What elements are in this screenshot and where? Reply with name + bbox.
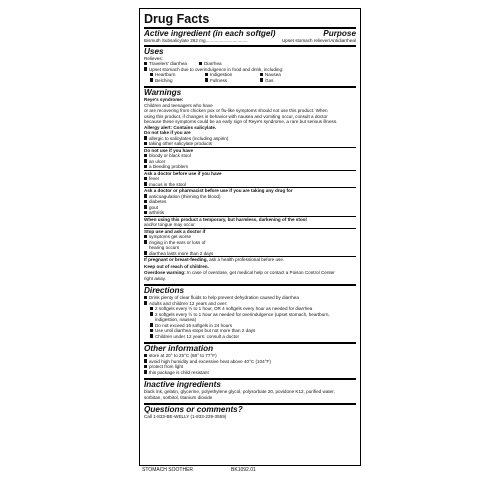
list-item: diarrhea lasts more than 2 days [144,251,356,257]
when-using-head: When using this product a temporary, but harmless, darkening of the stool [144,216,307,222]
inactive-line: sorbitan, sorbitol, titanium dioxide [144,394,213,400]
uses-symptoms-1: Heartburn Indigestion Nausea [150,72,356,78]
when-using-tail: and/or tongue may occur [144,222,195,227]
list-item: Use until diarrhea stops but not more than 2 days [150,328,356,334]
uses-relieves: Relieves: [144,55,163,61]
list-item: mucus in the stool [144,182,356,188]
list-item: diabetes [144,199,356,205]
reye-line: because these symptoms could be an early sign of Reye's syndrome, a rare but serious illness. [144,119,338,124]
active-ingredient: Bismuth Subsalicylate 262 mg. [144,38,207,43]
list-item: fever [144,176,356,182]
other-info-header: Other information [144,344,214,353]
list-item: anticoagulation (thinning the blood) [144,194,356,200]
warnings-header: Warnings [144,88,182,97]
uses-row: Travelers' diarrhea Diarrhea [144,61,356,67]
do-not-use-head: Do not use if you have [144,147,194,153]
footer [139,467,361,473]
uses-header: Uses [144,46,164,56]
allergy-alert: Allergy alert: Contains salicylate. [144,124,217,130]
list-item: an ulcer [144,159,356,165]
keep-out-reach: Keep out of reach of children. [144,263,209,269]
panel-title: Drug Facts [144,12,210,26]
questions-header: Questions or comments? [144,405,243,414]
overdose-warning: Overdose warning: In case of overdose, get medical help or contact a Poison Control Center [144,270,335,275]
inactive-line: black ink, gelatin, glycerine, polyethylene glycol, polysorbate 20, povidone K12, purified water, [144,389,335,394]
list-item-cont: hearing occurs [149,245,180,250]
pregnancy-warning: If pregnant or breast-feeding, ask a health professional before use. [144,257,285,262]
list-item: Do not exceed 16 softgels in 24 hours [150,323,356,329]
overdose-tail: right away. [144,275,166,281]
uses-upset: Upset stomach due to overindulgence in food and drink, including: [144,67,356,73]
active-purpose: Upset stomach reliever/Antidiarrheal [281,38,356,43]
list-item: protect from light [144,364,356,370]
ask-doctor-head: Ask a doctor before use if you have [144,170,222,176]
active-row: Bismuth Subsalicylate 262 mg................................. Upset stomach reliever/Antidiarrheal [144,38,356,43]
reye-head: Reye's syndrome: [144,97,184,102]
stop-use-head: Stop use and ask a doctor if [144,228,206,234]
list-item: bloody or black stool [144,153,356,159]
list-item: this package is child resistant [144,370,356,376]
list-item: ringing in the ears or loss of [144,240,356,246]
list-item: 2 softgels every ½ to 1 hour, OR 4 softgels every hour as needed for diarrhea [150,306,356,312]
reye-line: using this product, if changes in behavior with nausea and vomiting occur, consult a doctor [144,113,328,119]
drug-facts-panel [139,8,361,466]
inactive-header: Inactive ingredients [144,380,221,389]
active-header: Active ingredient (in each softgel) [144,29,276,38]
product-code: BK1092.01 [231,467,256,473]
list-item-cont: indigestion, nausea) [155,317,197,322]
list-item: a bleeding problem [144,164,356,170]
active-header-row [144,29,356,38]
do-not-take-head: Do not take if you are [144,130,191,135]
list-item: gout [144,205,356,211]
list-item: Children under 12 years: consult a doctor [150,334,356,340]
list-item: Drink plenty of clear fluids to help prevent dehydration caused by diarrhea [144,295,356,301]
directions-header: Directions [144,286,185,295]
list-item: arthritis [144,210,356,216]
purpose-header: Purpose [323,29,356,38]
ask-pharmacist-head: Ask a doctor or pharmacist before use if you are taking any drug for [144,188,293,193]
reye-line: Children and teenagers who have [144,102,213,108]
questions-body: Call 1-833-BE-WELLY (1-833-239-3559) [144,414,227,419]
list-item: allergic to salicylates (including aspirin) [144,136,356,142]
list-item: taking other salicylate products [144,141,356,147]
product-name: STOMACH SOOTHER [142,467,194,473]
list-item: avoid high humidity and excessive heat above 40°C (104°F) [144,359,356,365]
list-item: store at 20° to 25°C (68° to 77°F) [144,353,356,359]
reye-line: or are recovering from chicken pox or flu-like symptoms should not use this product. When [144,108,328,113]
list-item: 2 softgels every ½ to 1 hour as needed for overindulgence (upset stomach, heartburn, [150,312,356,318]
list-item: Adults and children 12 years and over: [144,301,356,307]
list-item: symptoms get worse [144,234,356,240]
uses-symptoms-2: Belching Fullness Gas [150,78,356,84]
